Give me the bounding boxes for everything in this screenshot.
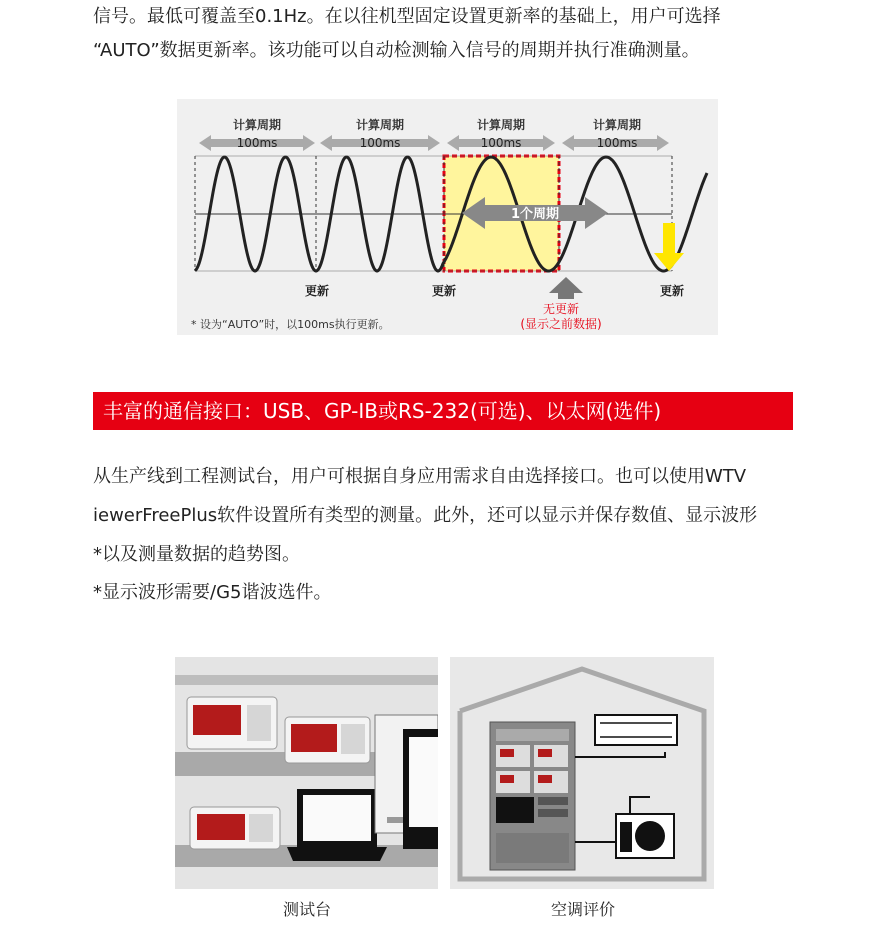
- body-line-2: iewerFreePlus软件设置所有类型的测量。此外，还可以显示并保存数值、显示波形: [93, 505, 758, 526]
- ac-evaluation-image: [450, 657, 714, 889]
- period-value-2: 100ms: [359, 136, 401, 150]
- shelf-top: [175, 675, 438, 685]
- one-cycle-label: 1个周期: [510, 207, 560, 222]
- desktop-pc: [375, 715, 438, 849]
- update-label-2: 更新: [431, 284, 457, 298]
- test-bench-image: [175, 657, 438, 889]
- period-value-4: 100ms: [596, 136, 638, 150]
- period-value-1: 100ms: [236, 136, 278, 150]
- body-line-4: *显示波形需要/G5谐波选件。: [93, 582, 332, 603]
- period-label-3: 计算周期: [476, 118, 526, 132]
- power-meter-2: [285, 717, 370, 763]
- body-line-3: *以及测量数据的趋势图。: [93, 544, 300, 565]
- period-label-4: 计算周期: [592, 118, 642, 132]
- update-label-1: 更新: [304, 284, 330, 298]
- ac-evaluation-caption: 空调评价: [550, 900, 615, 919]
- show-previous-label: (显示之前数据): [520, 317, 602, 331]
- intro-line-1: 信号。最低可覆盖至0.1Hz。在以往机型固定设置更新率的基础上，用户可选择: [93, 6, 721, 27]
- period-value-3: 100ms: [480, 136, 522, 150]
- no-update-label: 无更新: [542, 302, 580, 316]
- power-meter-3: [190, 807, 280, 849]
- intro-line-2: “AUTO”数据更新率。该功能可以自动检测输入信号的周期并执行准确测量。: [93, 40, 700, 61]
- laptop: [287, 789, 387, 861]
- power-meter-1: [187, 697, 277, 749]
- update-rate-diagram: [177, 99, 718, 335]
- test-bench-caption: 测试台: [282, 900, 331, 919]
- measurement-rack: [490, 722, 575, 870]
- indoor-unit: [595, 715, 677, 745]
- outdoor-unit: [616, 814, 674, 858]
- auto-note: * 设为“AUTO”时，以100ms执行更新。: [191, 318, 390, 331]
- update-label-3: 更新: [659, 284, 685, 298]
- section-header: 丰富的通信接口：USB、GP-IB或RS-232(可选)、以太网(选件): [93, 392, 793, 430]
- body-line-1: 从生产线到工程测试台，用户可根据自身应用需求自由选择接口。也可以使用WTV: [93, 466, 747, 487]
- period-label-1: 计算周期: [232, 118, 282, 132]
- period-label-2: 计算周期: [355, 118, 405, 132]
